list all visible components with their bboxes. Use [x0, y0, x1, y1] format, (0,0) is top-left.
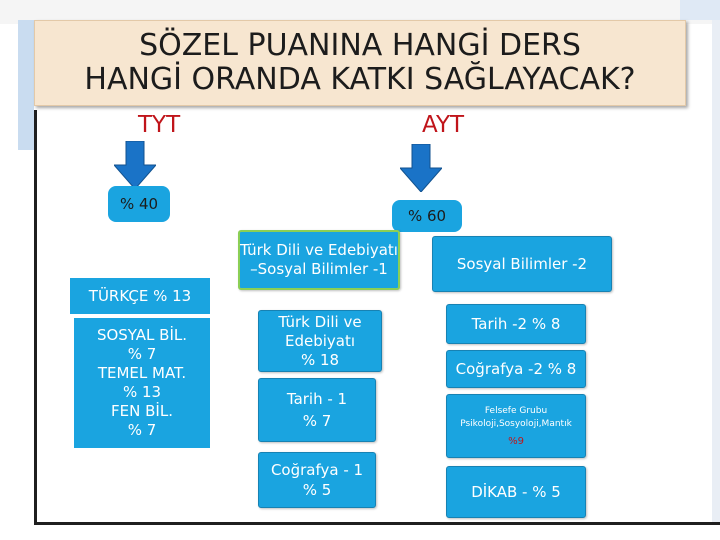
ayt-percent: % 60	[392, 200, 462, 232]
ayt-felsefe-line1: Felsefe Grubu	[484, 405, 548, 416]
ayt-tarih1-box	[258, 378, 376, 442]
ayt-arrow-icon	[400, 144, 442, 192]
ayt-dikab-box	[446, 466, 586, 518]
ayt-tarih1-line1: Tarih - 1	[286, 390, 348, 408]
title-box	[34, 20, 686, 106]
tyt-subjects-box	[74, 318, 210, 448]
ayt-col2-header	[432, 236, 612, 292]
tyt-item-3: TEMEL MAT.	[97, 364, 187, 382]
ayt-col1-header	[238, 230, 400, 290]
title-line-2: HANGİ ORANDA KATKI SAĞLAYACAK?	[84, 62, 636, 97]
ayt-felsefe-line2: Psikoloji,Sosyoloji,Mantık	[460, 418, 572, 429]
ayt-tarih2-label: Tarih -2 % 8	[471, 315, 561, 333]
title-line-1: SÖZEL PUANINA HANGİ DERS	[139, 28, 581, 63]
ayt-felsefe-line3: %9	[508, 435, 524, 447]
tyt-item-1: SOSYAL BİL.	[96, 326, 188, 344]
tyt-turkce-label: TÜRKÇE % 13	[88, 286, 192, 305]
ayt-cografya1-box	[258, 452, 376, 508]
tyt-item-6: % 7	[127, 421, 157, 439]
ayt-felsefe-box	[446, 394, 586, 458]
ayt-cografya1-line2: % 5	[302, 481, 332, 499]
ayt-tarih1-line2: % 7	[302, 412, 332, 430]
ayt-col1-header-label: Türk Dili ve Edebiyatı –Sosyal Bilimler -1	[240, 241, 398, 278]
ayt-cografya1-line1: Coğrafya - 1	[270, 461, 364, 479]
tyt-percent: % 40	[108, 186, 170, 222]
ayt-cografya2-label: Coğrafya -2 % 8	[455, 360, 577, 378]
tyt-header: TYT	[138, 112, 181, 138]
ayt-edebiyat-box	[258, 310, 382, 372]
left-tab-decoration	[18, 20, 34, 150]
corner-decoration	[680, 0, 720, 20]
right-frame-shadow	[712, 20, 720, 525]
ayt-col2-header-label: Sosyal Bilimler -2	[456, 255, 588, 273]
ayt-edebiyat-line1: Türk Dili ve	[278, 312, 362, 331]
frame-left-border	[34, 110, 37, 525]
frame-bottom-border	[34, 522, 720, 525]
ayt-dikab-label: DİKAB - % 5	[471, 483, 561, 501]
tyt-item-4: % 13	[122, 383, 162, 401]
tyt-item-2: % 7	[127, 345, 157, 363]
tyt-turkce-box	[70, 278, 210, 314]
tyt-arrow-icon	[114, 141, 156, 189]
ayt-edebiyat-line2: Edebiyatı	[284, 331, 356, 350]
ayt-header: AYT	[422, 112, 465, 138]
tyt-item-5: FEN BİL.	[111, 402, 173, 420]
ayt-edebiyat-line3: % 18	[300, 350, 340, 369]
ayt-tarih2-box	[446, 304, 586, 344]
ayt-cografya2-box	[446, 350, 586, 388]
